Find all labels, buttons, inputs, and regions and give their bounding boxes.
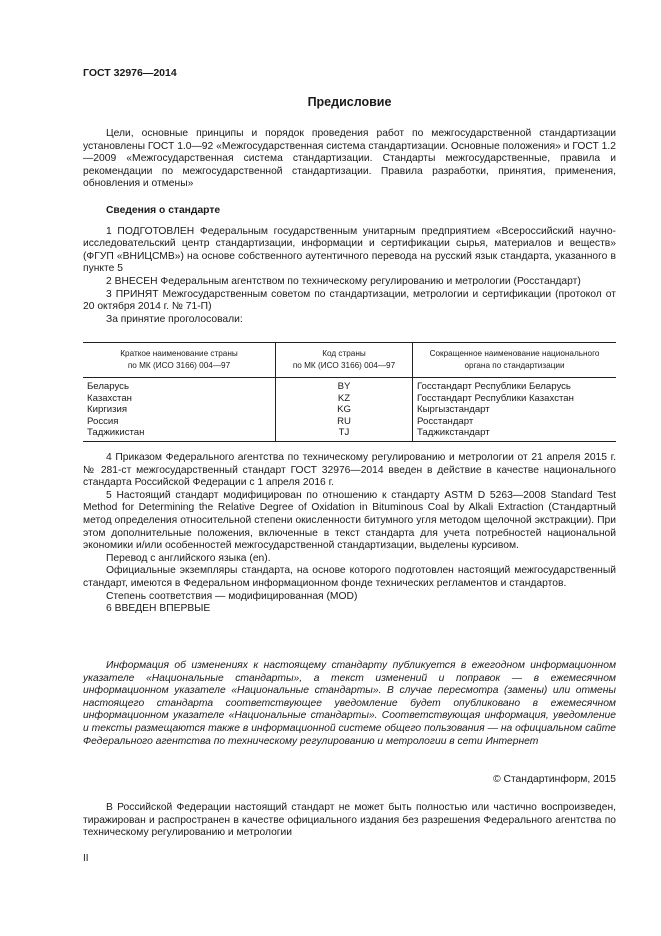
- rights-paragraph: В Российской Федерации настоящий стандарт не может быть полностью или частично воспроизведен, тиражирован и распространен в качестве официального издания без разрешения Федерального агентства по техническому регулированию и метрологии: [83, 802, 616, 839]
- page-title: Предисловие: [307, 95, 392, 109]
- translation-note: Перевод с английского языка (en).: [106, 552, 271, 564]
- voted-label: За принятие проголосовали:: [106, 313, 243, 325]
- country-name: Таджикистан: [83, 427, 276, 441]
- changes-info-section: [83, 660, 616, 748]
- item-3: 3 ПРИНЯТ Межгосударственным советом по стандартизации, метрологии и сертификации (протокол от 20 октября 2014 г. № 71-П): [83, 288, 616, 313]
- voting-table: [83, 342, 616, 442]
- country-name: Россия: [87, 415, 119, 427]
- standards-body: Кыргызстандарт: [413, 404, 617, 416]
- conformity-degree: Степень соответствия — модифицированная (MOD): [106, 590, 358, 602]
- intro-section: [83, 128, 616, 191]
- item-5: 5 Настоящий стандарт модифицирован по отношению к стандарту ASTM D 5263—2008 Standard Test Method for Determining the Relative Degree of Oxidation in Bituminous Coal by Alkali Extraction (Стандартный метод определения относительной степени окисленности битумного угля методом щелочной экстракции). При этом дополнительные положения, включенные в текст стандарта для учета потребностей национальной экономики и/или особенностей межгосударственной стандартизации, выделены курсивом.: [83, 489, 616, 552]
- table-row: [83, 404, 616, 416]
- table-row: [83, 427, 616, 441]
- page-number: II: [83, 853, 89, 864]
- country-name: Казахстан: [87, 392, 132, 404]
- official-copies-note: Официальные экземпляры стандарта, на основе которого подготовлен настоящий межгосударственный стандарт, имеются в Федеральном информационном фонде технических регламентов и стандартов.: [83, 565, 616, 589]
- standards-body: Госстандарт Республики Беларусь: [413, 378, 617, 393]
- header-country-code: Код страны по МК (ИСО 3166) 004—97: [276, 343, 413, 378]
- item-2: 2 ВНЕСЕН Федеральным агентством по техническому регулированию и метрологии (Росстандарт): [106, 275, 581, 287]
- table-header-row: [83, 343, 616, 378]
- country-name: Киргизия: [87, 404, 128, 415]
- intro-paragraph: Цели, основные принципы и порядок проведения работ по межгосударственной стандартизации установлены ГОСТ 1.0—92 «Межгосударственная система стандартизации. Основные положения» и ГОСТ 1.2—2009 «Межгосударственная система стандартизации. Стандарты межгосударственные, правила и рекомендации по межгосударственной стандартизации. Правила разработки, принятия, применения, обновления и отмены»: [83, 128, 616, 190]
- country-code: BY: [276, 378, 413, 393]
- country-code: KG: [276, 404, 413, 416]
- table-row: [83, 416, 616, 428]
- country-code: RU: [276, 416, 413, 428]
- country-code: TJ: [276, 427, 413, 441]
- country-code: KZ: [276, 393, 413, 405]
- country-name: Беларусь: [87, 381, 129, 392]
- rights-section: [83, 802, 616, 840]
- header-standards-body: Сокращенное наименование национального органа по стандартизации: [413, 343, 617, 378]
- header-country-name: Краткое наименование страны по МК (ИСО 3166) 004—97: [83, 343, 276, 378]
- table-row: [83, 378, 616, 393]
- standards-body: Таджикстандарт: [413, 427, 617, 441]
- table-row: [83, 393, 616, 405]
- item-4: 4 Приказом Федерального агентства по техническому регулированию и метрологии от 21 апреля 2015 г. № 281-ст межгосударственный стандарт ГОСТ 32976—2014 введен в действие в качестве национального стандарта Российской Федерации с 1 апреля 2016 г.: [83, 452, 616, 489]
- standards-body: Госстандарт Республики Казахстан: [413, 393, 617, 405]
- standard-info-section: [83, 205, 616, 326]
- item-1: 1 ПОДГОТОВЛЕН Федеральным государственным унитарным предприятием «Всероссийский научно-исследовательский центр стандартизации, информации и сертификации сырья, материалов и веществ» (ФГУП «ВНИЦСМВ») на основе собственного аутентичного перевода на русский язык стандарта, указанного в пункте 5: [83, 225, 616, 275]
- adoption-section: [83, 452, 616, 616]
- standards-body: Росстандарт: [413, 416, 617, 428]
- copyright: © Стандартинформ, 2015: [493, 774, 616, 785]
- standard-code: ГОСТ 32976—2014: [83, 67, 177, 79]
- section-heading: Сведения о стандарте: [106, 205, 221, 216]
- changes-info-paragraph: Информация об изменениях к настоящему стандарту публикуется в ежегодном информационном указателе «Национальные стандарты», а текст изменений и поправок — в ежемесячном информационном указателе «Национальные стандарты». В случае пересмотра (замены) или отмены настоящего стандарта соответствующее уведомление будет опубликовано в ежемесячном информационном указателе «Национальные стандарты». Соответствующая информация, уведомление и тексты размещаются также в информационной системе общего пользования — на официальном сайте Федерального агентства по техническому регулированию и метрологии в сети Интернет: [83, 660, 616, 747]
- item-6: 6 ВВЕДЕН ВПЕРВЫЕ: [106, 603, 211, 615]
